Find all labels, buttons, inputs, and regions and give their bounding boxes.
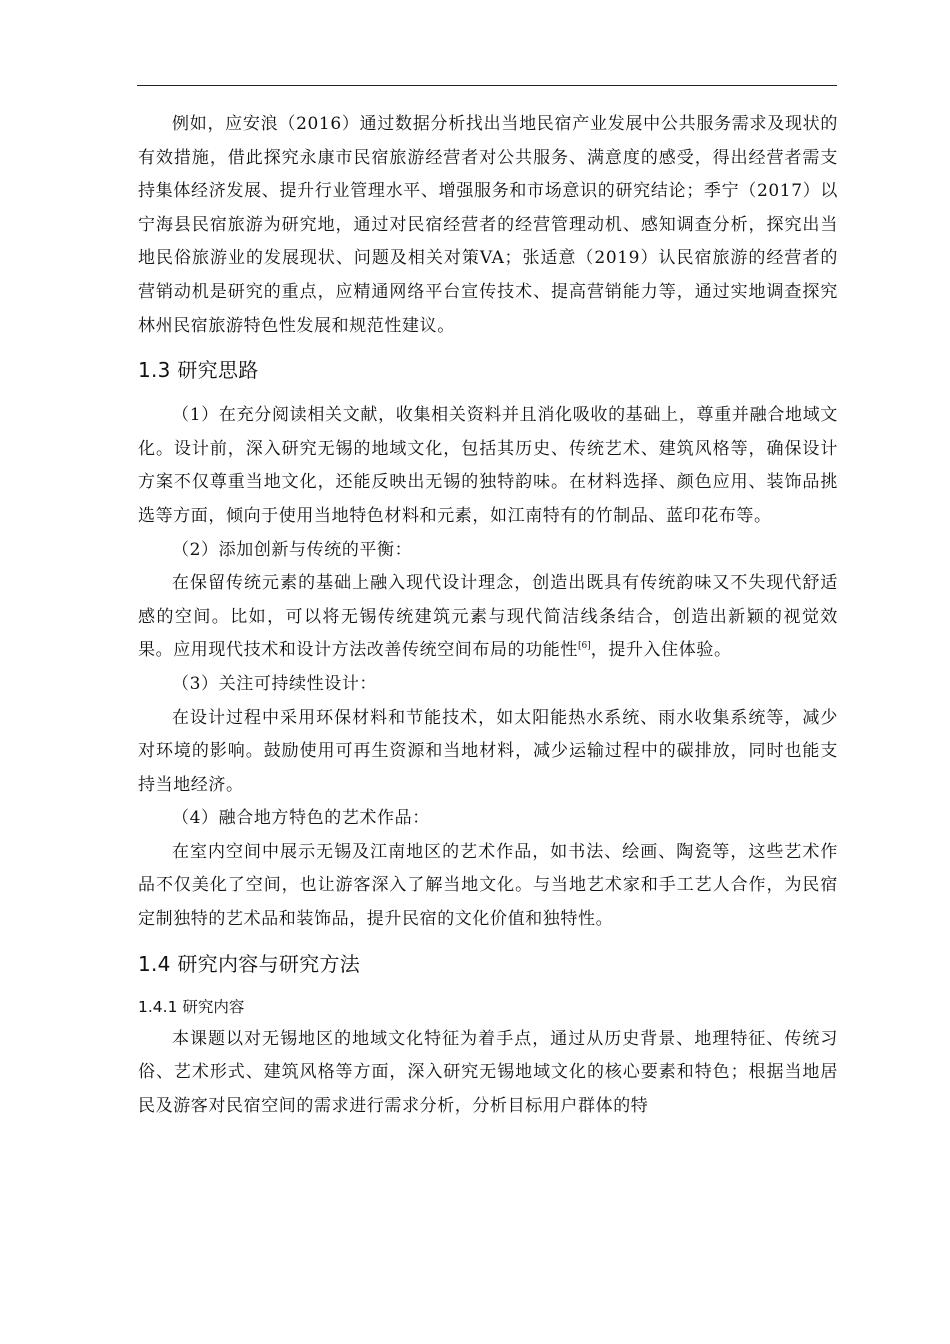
item-1-paragraph: （1）在充分阅读相关文献，收集相关资料并且消化吸收的基础上，尊重并融合地域文化。设计前，深入研究无锡的地域文化，包括其历史、传统艺术、建筑风格等，确保设计方案不仅尊重当地文化，还能反映出无锡的独特韵味。在材料选择、颜色应用、装饰品挑选等方面，倾向于使用当地特色材料和元素，如江南特有的竹制品、蓝印花布等。	[138, 405, 838, 526]
citation-ref[interactable]: [6]	[578, 641, 591, 652]
content-paragraph: 本课题以对无锡地区的地域文化特征为着手点，通过从历史背景、地理特征、传统习俗、艺术形式、建筑风格等方面，深入研究无锡地域文化的核心要素和特色；根据当地居民及游客对民宿空间的需求进行需求分析，分析目标用户群体的特	[138, 1028, 838, 1116]
item-2-text-a: 在保留传统元素的基础上融入现代设计理念，创造出既具有传统韵味又不失现代舒适感的空间。比如，可以将无锡传统建筑元素与现代简洁线条结合，创造出新颖的视觉效果。应用现代技术和设计方法改善传统空间布局的功能性	[138, 573, 838, 661]
item-2-title: （2）添加创新与传统的平衡：	[172, 539, 413, 560]
subsection-heading-1-4-1: 1.4.1 研究内容	[138, 997, 245, 1016]
item-4-title: （4）融合地方特色的艺术作品：	[172, 808, 430, 829]
page-content	[138, 108, 838, 1123]
section-heading-1-4: 1.4 研究内容与研究方法	[138, 951, 361, 976]
item-4-paragraph: 在室内空间中展示无锡及江南地区的艺术作品，如书法、绘画、陶瓷等，这些艺术作品不仅美化了空间，也让游客深入了解当地文化。与当地艺术家和手工艺人合作，为民宿定制独特的艺术品和装饰品，提升民宿的文化价值和独特性。	[138, 841, 838, 930]
header-rule	[137, 85, 837, 86]
item-2-paragraph	[138, 567, 838, 668]
item-3-title: （3）关注可持续性设计：	[172, 673, 378, 694]
item-2-text-b: ，提升入住体验。	[590, 640, 732, 661]
section-heading-1-3: 1.3 研究思路	[138, 358, 259, 383]
intro-paragraph: 例如，应安浪（2016）通过数据分析找出当地民宿产业发展中公共服务需求及现状的有效措施，借此探究永康市民宿旅游经营者对公共服务、满意度的感受，得出经营者需支持集体经济发展、提升行业管理水平、增强服务和市场意识的研究结论；季宁（2017）以宁海县民宿旅游为研究地，通过对民宿经营者的经营管理动机、感知调查分析，探究出当地民俗旅游业的发展现状、问题及相关对策VA；张适意（2019）认民宿旅游的经营者的营销动机是研究的重点，应精通网络平台宣传技术、提高营销能力等，通过实地调查探究林州民宿旅游特色性发展和规范性建议。	[138, 114, 838, 336]
item-3-paragraph: 在设计过程中采用环保材料和节能技术，如太阳能热水系统、雨水收集系统等，减少对环境的影响。鼓励使用可再生资源和当地材料，减少运输过程中的碳排放，同时也能支持当地经济。	[138, 707, 838, 795]
